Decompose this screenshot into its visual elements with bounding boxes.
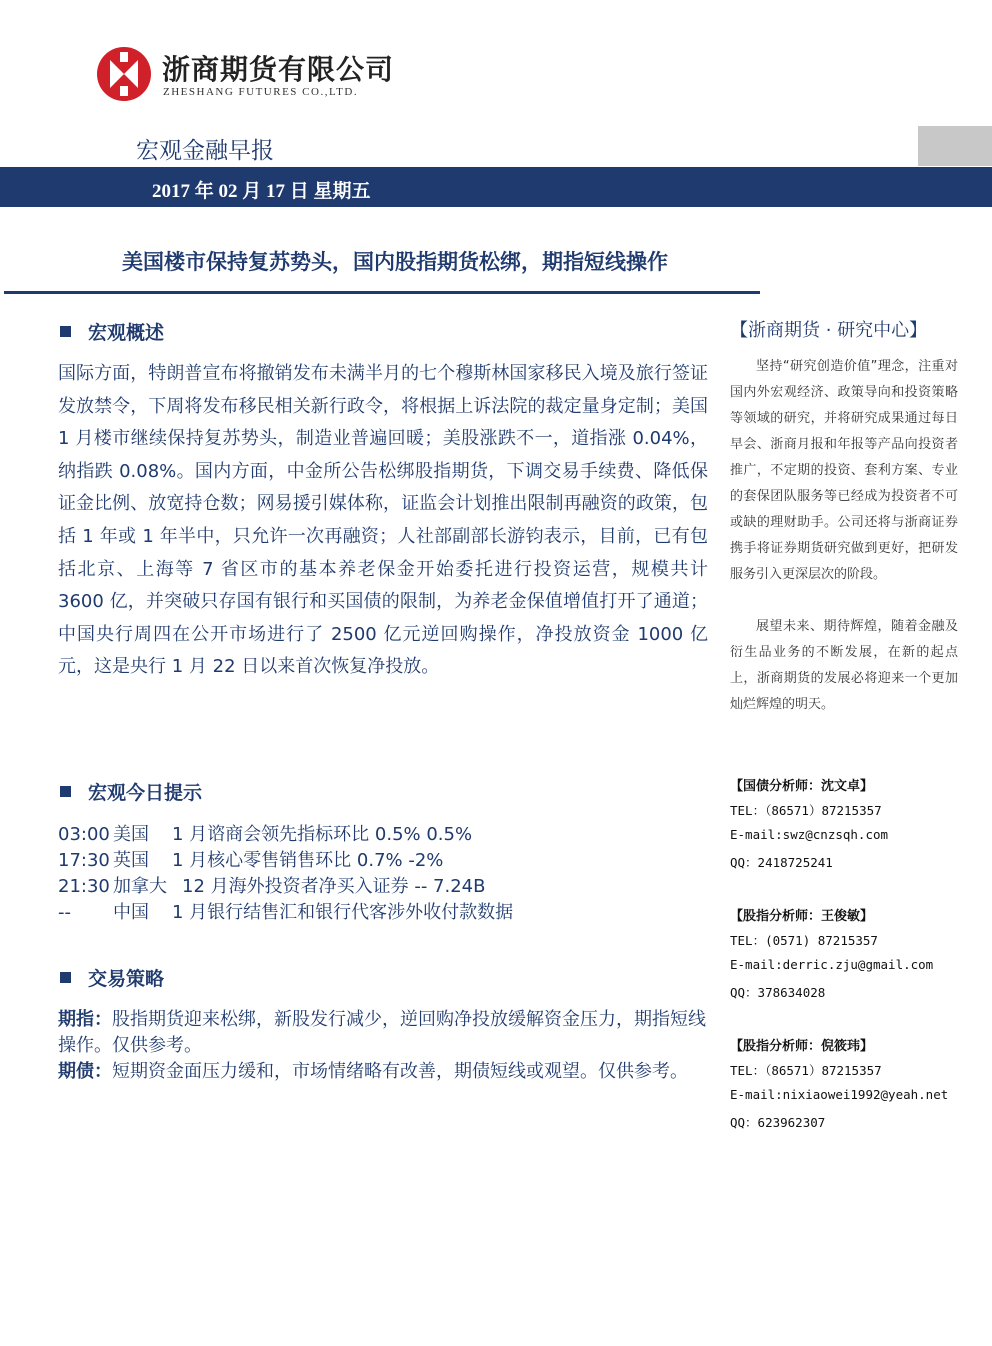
calendar-event: 1 月银行结售汇和银行代客涉外收付款数据 (172, 902, 514, 923)
analyst-qq: QQ：623962307 (730, 1115, 826, 1130)
section-heading-label: 交易策略 (88, 968, 165, 990)
analyst-tel: TEL：（86571）87215357 (730, 1063, 882, 1078)
brand-name-en: ZHESHANG FUTURES CO.,LTD. (163, 86, 359, 98)
calendar-country: 美国 (113, 824, 149, 845)
strategy-item-bond-futures (58, 1059, 708, 1085)
square-bullet-icon (60, 972, 71, 983)
calendar-time: -- (58, 902, 71, 923)
analyst-email[interactable]: E-mail:swz@cnzsqh.com (730, 827, 889, 842)
analyst-tel: TEL：(0571) 87215357 (730, 933, 878, 948)
analyst-name: 【股指分析师：倪筱玮】 (730, 1039, 874, 1054)
sidebar-heading: 【浙商期货 · 研究中心】 (730, 320, 928, 341)
zheshang-logo-icon (96, 46, 152, 102)
section-heading-label: 宏观概述 (88, 322, 165, 344)
headline-divider (4, 291, 760, 294)
section-macro-overview-heading (60, 318, 164, 345)
brand-name-cn: 浙商期货有限公司 (162, 53, 395, 86)
analyst-qq: QQ：2418725241 (730, 855, 833, 870)
square-bullet-icon (60, 786, 71, 797)
calendar-time: 21:30 (58, 876, 110, 897)
strategy-label: 期债 (58, 1061, 94, 1082)
header-gray-block (918, 126, 992, 166)
analyst-name: 【国债分析师：沈文卓】 (730, 779, 874, 794)
analyst-tel: TEL：（86571）87215357 (730, 803, 882, 818)
section-macro-today-heading (60, 778, 202, 805)
date-bar (0, 167, 992, 207)
strategy-label: 期指 (58, 1009, 94, 1030)
square-bullet-icon (60, 326, 71, 337)
analyst-email[interactable]: E-mail:derric.zju@gmail.com (730, 957, 934, 972)
report-headline: 美国楼市保持复苏势头，国内股指期货松绑，期指短线操作 (122, 250, 668, 274)
calendar-event: 1 月谘商会领先指标环比 0.5% 0.5% (172, 824, 473, 845)
analyst-email[interactable]: E-mail:nixiaowei1992@yeah.net (730, 1087, 949, 1102)
macro-overview-body: 国际方面，特朗普宣布将撤销发布未满半月的七个穆斯林国家移民入境及旅行签证发放禁令，下周将发布移民相关新行政令，将根据上诉法院的裁定量身定制；美国 1 月楼市继续保持复苏势头，制造业普遍回暖；美股涨跌不一，道指涨 0.04%，纳指跌 0.08%。国内方面，中金所公告松绑股指期货，下调交易手续费、降低保证金比例、放宽持仓数；网易援引媒体称，证监会计划推出限制再融资的政策，包括 1 年或 1 年半中，只允许一次再融资；人社部副部长游钧表示，目前，已有包括北京、上海等 7 省区市的基本养老保金开始委托进行投资运营，规模共计 3600 亿，并突破只存国有银行和买国债的限制，为养老金保值增值打开了通道；中国央行周四在公开市场进行了 2500 亿元逆回购操作，净投放资金 1000 亿元，这是央行 1 月 22 日以来首次恢复净投放。 (58, 363, 708, 678)
analyst-qq: QQ：378634028 (730, 985, 826, 1000)
strategy-label-sep: ： (94, 1061, 112, 1082)
calendar-country: 中国 (113, 902, 149, 923)
report-date: 2017 年 02 月 17 日 星期五 (152, 181, 371, 202)
sidebar-paragraph: 坚持“研究创造价值”理念，注重对国内外宏观经济、政策导向和投资策略等领域的研究，并将研究成果通过每日早会、浙商月报和年报等产品向投资者推广，不定期的投资、套利方案、专业的套保团队服务等已经成为投资者不可或缺的理财助手。公司还将与浙商证券携手将证券期货研究做到更好，把研发服务引入更深层次的阶段。 (730, 359, 958, 582)
sidebar-paragraph: 展望未来、期待辉煌，随着金融及衍生品业务的不断发展，在新的起点上，浙商期货的发展必将迎来一个更加灿烂辉煌的明天。 (730, 619, 958, 712)
section-strategy-heading (60, 964, 164, 991)
calendar-event: 1 月核心零售销售环比 0.7% -2% (172, 850, 444, 871)
strategy-item-index-futures (58, 1007, 708, 1059)
analyst-name: 【股指分析师：王俊敏】 (730, 909, 874, 924)
calendar-time: 03:00 (58, 824, 110, 845)
calendar-time: 17:30 (58, 850, 110, 871)
report-title: 宏观金融早报 (136, 138, 274, 164)
calendar-country: 英国 (113, 850, 149, 871)
strategy-text: 短期资金面压力缓和，市场情绪略有改善，期债短线或观望。仅供参考。 (112, 1061, 688, 1082)
strategy-label-sep: ： (94, 1009, 112, 1030)
section-heading-label: 宏观今日提示 (88, 782, 203, 804)
strategy-text: 股指期货迎来松绑，新股发行减少，逆回购净投放缓解资金压力，期指短线操作。仅供参考。 (58, 1009, 706, 1056)
calendar-country: 加拿大 (113, 876, 167, 897)
calendar-event: 12 月海外投资者净买入证券 -- 7.24B (182, 876, 486, 897)
